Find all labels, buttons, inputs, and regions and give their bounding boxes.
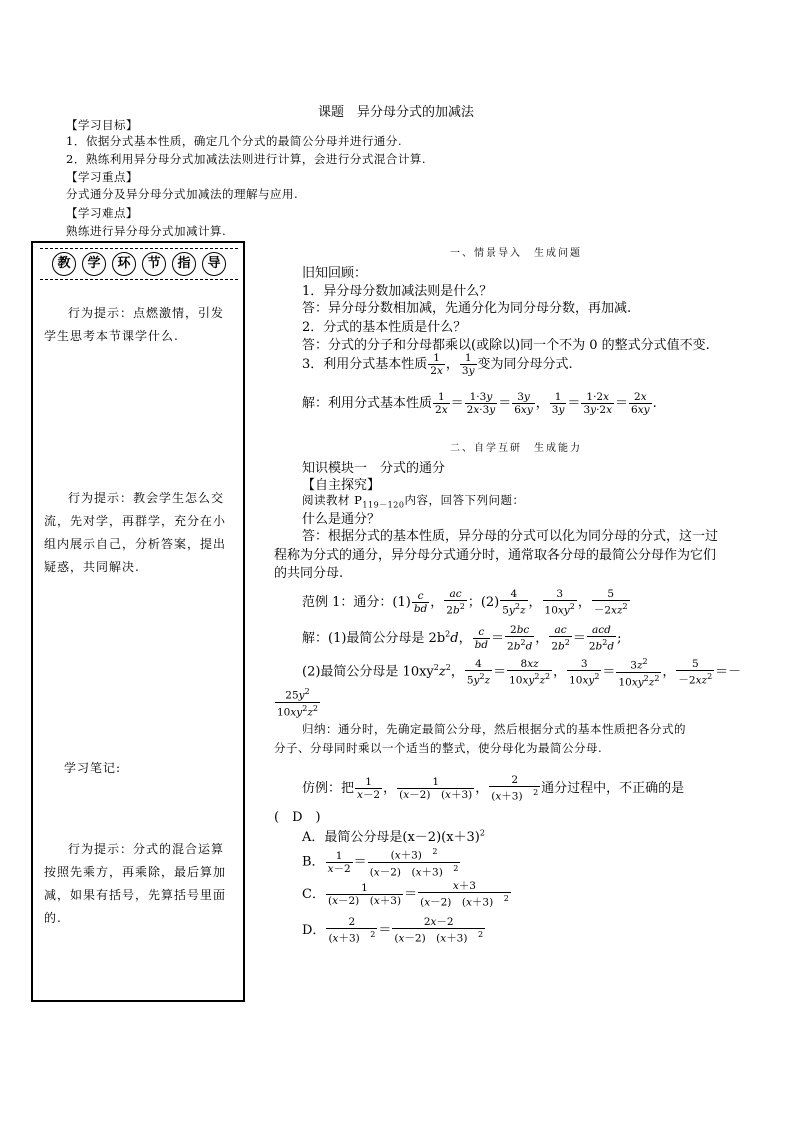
fraction: $\frac{2bc}{2b^2d}$ [507, 624, 533, 653]
fraction: $\frac{c}{bd}$ [413, 589, 428, 615]
example-label: 范例 1：通分：(1) [302, 594, 411, 610]
solution-2-label: (2)最简公分母是 10xy [302, 664, 434, 680]
read-suffix: 内容，回答下列问题： [404, 493, 525, 507]
section1-heading: 一、情景导入 生成问题 [450, 248, 582, 259]
fraction: $\frac{\text{acd}}{2b^2d}$ [588, 624, 615, 653]
solution-1-label: 解：(1)最简公分母是 2b [302, 630, 446, 646]
option-a-text: A．最简公分母是(x－2)(x＋3) [302, 830, 480, 845]
fraction: $\frac{1}{3y}$ [551, 391, 565, 416]
example-1: 范例 1：通分：(1) $\frac{c}{bd}$ ， $\frac{ac}{2b^2}$ ；(2) $\frac{4}{5y^2z}$ ， $\frac{3}{10xy^2}$ ， $\frac{5}{-2xz^2}$ [302, 588, 628, 617]
banner-char: 节 [142, 252, 166, 276]
sidebar-tip-1: 行为提示：点燃激情，引发学生思考本节课学什么. [44, 306, 225, 343]
fraction: $\frac{2}{(x+3) ^2}$ [328, 916, 376, 945]
solution-3-prefix: 解：利用分式基本性质 [302, 396, 433, 411]
difficulties-text: 熟练进行异分母分式加减计算. [66, 224, 227, 238]
banner-char: 指 [172, 252, 196, 276]
answer-1: 答：异分母分数相加减，先通分化为同分母分数，再加减. [302, 301, 632, 316]
page-range: 119－120 [362, 500, 405, 510]
fraction: $\frac{x+3}{(x-2) (x+3) ^2}$ [420, 880, 509, 909]
banner-char: 学 [82, 252, 106, 276]
module-title: 知识模块一 分式的通分 [302, 461, 446, 476]
objective-item-1: 1．依据分式基本性质，确定几个分式的最简公分母并进行通分. [66, 134, 402, 148]
fraction: $\frac{8xz}{10xy^2z^2}$ [509, 657, 551, 687]
review-label: 旧知回顾： [302, 266, 368, 281]
sidebar-notes: 学习笔记: [64, 761, 122, 775]
objective-item-2: 2．熟练利用异分母分式加减法法则进行计算，会进行分式混合计算. [66, 152, 426, 166]
fraction: $\frac{5}{-2xz^2}$ [593, 588, 628, 617]
fraction: $\frac{3}{10xy^2}$ [569, 657, 600, 687]
banner-char: 环 [112, 252, 136, 276]
fraction: $\frac{4}{5y^2z}$ [502, 588, 526, 617]
read-text: 阅读教材 P [302, 493, 363, 507]
fraction: $\frac{ac}{2b^2}$ [446, 588, 465, 617]
difficulties-heading: 【学习难点】 [66, 206, 138, 220]
question-3: 3．利用分式基本性质 $\frac{1}{2x}$ ， $\frac{1}{3y}$ 变为同分母分式. [302, 352, 573, 377]
summary-line-1: 归纳：通分时，先确定最简公分母，然后根据分式的基本性质把各分式的 [302, 722, 686, 736]
banner-char: 教 [52, 252, 76, 276]
explore-heading: 【自主探究】 [302, 478, 381, 493]
question-3-prefix: 3．利用分式基本性质 [302, 357, 428, 372]
page-title: 课题 异分母分式的加减法 [318, 105, 475, 120]
option-d-label: D． [302, 922, 326, 938]
fraction: $\frac{4}{5y^2z}$ [466, 657, 491, 687]
fraction: $\frac{3}{10xy^2}$ [544, 588, 575, 617]
key-points-heading: 【学习重点】 [66, 170, 138, 184]
fraction: $\frac{1\cdot 2x}{3y\cdot 2x}$ [583, 391, 613, 416]
fraction: $\frac{3z^2}{10xy^2z^2}$ [618, 657, 660, 688]
fraction: $\frac{(x+3) ^2}{(x-2) (x+3) ^2}$ [369, 847, 459, 878]
solution-3: 解：利用分式基本性质 $\frac{1}{2x}$ ＝ $\frac{1\cdot 3y}{2x\cdot 3y}$ ＝ $\frac{3y}{6xy}$ ， $\frac{1}{3y}$ ＝ $\frac{1\cdot 2x}{3y\cdot 2x}$ ＝ $\frac{2x}{6xy}$ . [302, 391, 657, 416]
fraction: $\frac{1}{(x-2) (x+3)}$ [327, 881, 402, 907]
fraction: $\frac{1}{2x}$ [430, 352, 443, 377]
option-d: D． $\frac{2}{(x+3) ^2}$ ＝ $\frac{2x-2}{(x-2) (x+3) ^2}$ [302, 916, 484, 945]
solution-2-continued [274, 686, 321, 718]
answer-choice: ( D ) [274, 810, 321, 825]
fraction: $\frac{5}{-2xz^2}$ [678, 657, 713, 687]
fraction: $\frac{2}{(x+3) ^2}$ [491, 774, 539, 803]
fraction: $\frac{1\cdot 3y}{2x\cdot 3y}$ [466, 391, 496, 416]
example-part-2: ；(2) [467, 594, 500, 610]
summary-line-2: 分子、分母同时乘以一个适当的整式，使分母化为最简公分母. [274, 741, 603, 755]
fraction: $\frac{1}{3y}$ [461, 352, 475, 377]
key-points-text: 分式通分及异分母分式加减法的理解与应用. [66, 187, 299, 201]
fraction: $\frac{3y}{6xy}$ [514, 391, 533, 416]
answer-line-3: 的共同分母. [274, 566, 344, 581]
fraction: $\frac{ac}{2b^2}$ [551, 624, 570, 653]
fraction: $\frac{2x-2}{(x-2) (x+3) ^2}$ [394, 916, 484, 945]
fraction: $\frac{1}{x-2}$ [357, 775, 381, 801]
imitate-suffix: 通分过程中，不正确的是 [541, 780, 685, 796]
fraction: $\frac{1}{2x}$ [435, 391, 448, 416]
question-3-suffix: 变为同分母分式. [477, 357, 573, 372]
sidebar-tip-3: 行为提示：分式的混合运算按照先乘方，再乘除，最后算加减，如果有括号，先算括号里面的. [44, 842, 227, 925]
fraction: $\frac{1}{x-2}$ [327, 849, 351, 875]
imitate-question: 仿例：把 $\frac{1}{x-2}$ ， $\frac{1}{(x-2) (x+3)}$ ， $\frac{2}{(x+3) ^2}$ 通分过程中，不正确的是 [302, 774, 685, 803]
option-b-label: B． [302, 854, 325, 870]
answer-line-1: 答：根据分式的基本性质，异分母的分式可以化为同分母的分式，这一过 [302, 529, 719, 544]
objectives-heading: 【学习目标】 [66, 118, 138, 132]
fraction: $\frac{25y^2}{10xy^2z^2}$ [277, 687, 318, 718]
solution-2: (2)最简公分母是 $10xy^2z^2$， $\frac{4}{5y^2z}$ ＝ $\frac{8xz}{10xy^2z^2}$ ， $\frac{3}{10xy^2}$ ＝ $\frac{3z^2}{10xy^2z^2}$ ， $\frac{5}{-2xz^2}$ ＝－ [302, 657, 742, 688]
section2-heading: 二、自学互研 生成能力 [450, 443, 582, 454]
banner-char: 导 [202, 252, 226, 276]
fraction: $\frac{c}{bd}$ [474, 625, 489, 651]
question-2: 2．分式的基本性质是什么？ [302, 320, 467, 335]
solution-1: 解：(1)最简公分母是 $2b^2d$， $\frac{c}{bd}$ ＝ $\frac{2bc}{2b^2d}$ ， $\frac{ac}{2b^2}$ ＝ $\frac{\text{acd}}{2b^2d}$ ; [302, 624, 622, 653]
sidebar-tip-2: 行为提示：教会学生怎么交流，先对学，再群学，充分在小组内展示自己，分析答案，提出疑惑，共同解决. [44, 491, 227, 574]
question-1: 1．异分母分数加减法则是什么？ [302, 284, 493, 299]
fraction: $\frac{1}{(x-2) (x+3)}$ [399, 775, 473, 801]
option-b: B． $\frac{1}{x-2}$ ＝ $\frac{(x+3) ^2}{(x-2) (x+3) ^2}$ [302, 847, 459, 878]
option-c: C． $\frac{1}{(x-2) (x+3)}$ ＝ $\frac{x+3}{(x-2) (x+3) ^2}$ [302, 880, 509, 909]
answer-line-2: 程称为分式的通分，异分母分式通分时，通常取各分母的最简公分母作为它们 [274, 548, 717, 563]
imitate-prefix: 仿例：把 [302, 780, 355, 796]
fraction: $\frac{2x}{6xy}$ [631, 391, 650, 416]
question-what-is: 什么是通分？ [302, 512, 381, 527]
answer-2: 答：分式的分子和分母都乘以(或除以)同一个不为 0 的整式分式值不变. [302, 338, 710, 353]
option-a: A．最简公分母是$(x-2)(x+3)^2$ [302, 828, 485, 845]
option-c-label: C． [302, 886, 325, 902]
sidebar-banner-chars [44, 252, 234, 276]
